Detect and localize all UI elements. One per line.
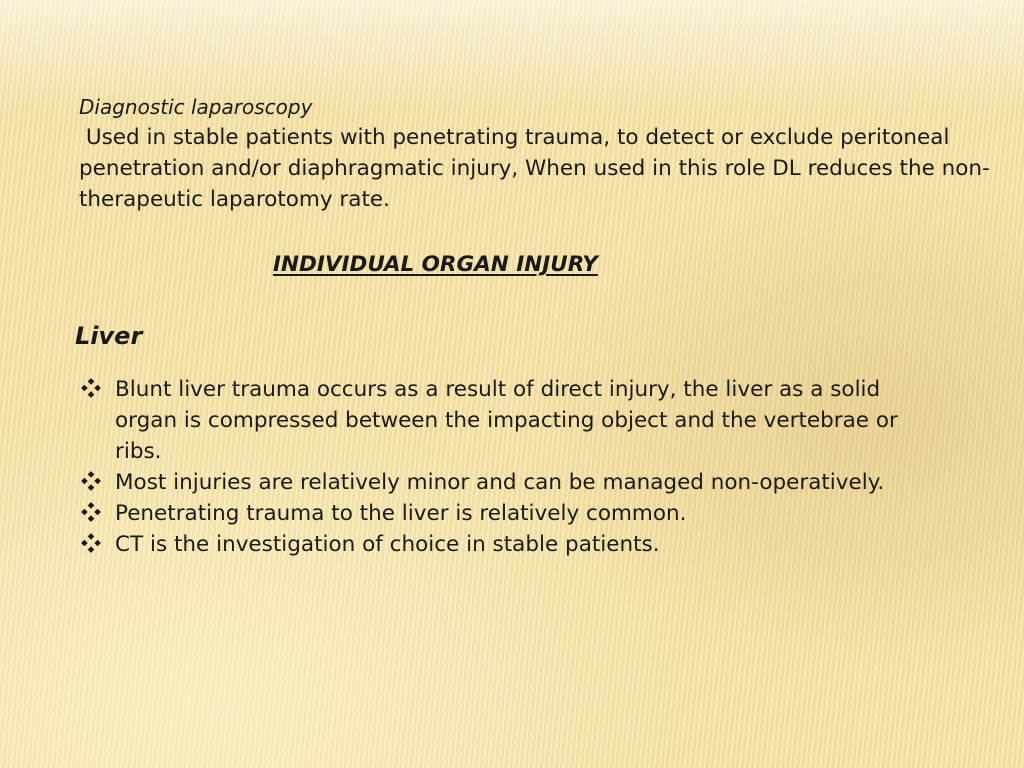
list-item <box>80 374 910 467</box>
diamond-bullet-icon <box>80 532 102 554</box>
liver-heading: Liver <box>75 322 143 350</box>
bullet-text: Blunt liver trauma occurs as a result of direct injury, the liver as a solid organ is compressed between the impacting object and the vertebrae or ribs. <box>115 377 898 464</box>
list-item <box>80 498 910 529</box>
bullet-text: Most injuries are relatively minor and can be managed non-operatively. <box>115 470 885 495</box>
diamond-bullet-icon <box>80 470 102 492</box>
liver-bullet-list <box>80 374 910 560</box>
list-item <box>80 467 910 498</box>
bullet-text: Penetrating trauma to the liver is relatively common. <box>115 501 687 526</box>
diagnostic-laparoscopy-section <box>79 92 999 215</box>
bullet-text: CT is the investigation of choice in stable patients. <box>115 532 660 557</box>
diagnostic-laparoscopy-title: Diagnostic laparoscopy <box>79 95 313 119</box>
diagnostic-laparoscopy-body: Used in stable patients with penetrating trauma, to detect or exclude peritoneal penetration and/or diaphragmatic injury, When used in this role DL reduces the non-therapeutic laparotomy rate. <box>79 125 990 212</box>
section-heading: INDIVIDUAL ORGAN INJURY <box>273 252 598 277</box>
diamond-bullet-icon <box>80 377 102 399</box>
diamond-bullet-icon <box>80 501 102 523</box>
list-item <box>80 529 910 560</box>
